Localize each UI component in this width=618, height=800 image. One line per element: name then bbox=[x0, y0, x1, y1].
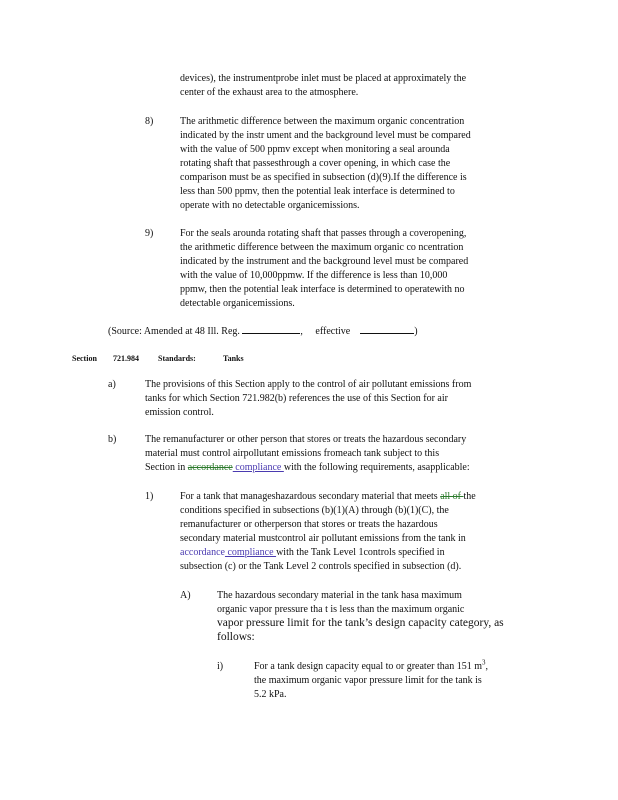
source-note bbox=[108, 323, 418, 339]
source-comma: , bbox=[300, 326, 303, 337]
text-line: secondary material mustcontrol air pollutant emissions from the tank in bbox=[180, 533, 466, 544]
text-line: The arithmetic difference between the maximum organic concentration bbox=[180, 116, 465, 127]
blank-line bbox=[242, 323, 300, 334]
text-line: indicated by the instrument and the background level must be compared bbox=[180, 256, 469, 267]
text-line bbox=[180, 546, 445, 560]
text-line: rotating shaft that passesthrough a cover opening, in which case the bbox=[180, 158, 451, 169]
text-run: with the following requirements, asapplicable: bbox=[283, 462, 470, 473]
text-line: remanufacturer or otherperson that stores or treats the hazardous bbox=[180, 519, 438, 530]
superscript: 3 bbox=[481, 658, 486, 667]
text-run: , bbox=[485, 661, 488, 672]
source-suffix: ) bbox=[414, 326, 418, 337]
text-line: ppmw, then the potential leak interface is determined to operatewith no bbox=[180, 284, 465, 295]
text-line bbox=[145, 461, 470, 475]
text-line: comparison must be as specified in subsection (d)(9).If the difference is bbox=[180, 172, 467, 183]
text-line: conditions specified in subsections (b)(1)(A) through (b)(1)(C), the bbox=[180, 505, 449, 516]
item-8-label: 8) bbox=[145, 116, 154, 127]
text-line: The hazardous secondary material in the tank hasa maximum bbox=[217, 590, 462, 601]
deleted-text: all of bbox=[440, 491, 464, 502]
text-line: devices), the instrumentprobe inlet must be placed at approximately the bbox=[180, 73, 467, 84]
text-line: organic vapor pressure tha t is less than the maximum organic bbox=[217, 604, 465, 615]
inserted-text: accordance bbox=[180, 547, 225, 558]
deleted-text: accordance bbox=[187, 462, 233, 473]
text-run: For a tank design capacity equal to or greater than 151 m bbox=[254, 661, 482, 672]
inserted-text: compliance bbox=[232, 462, 284, 473]
subsection-a-label: a) bbox=[108, 379, 116, 390]
section-word: Section bbox=[72, 354, 97, 363]
text-line: detectable organicemissions. bbox=[180, 298, 295, 309]
text-line: tanks for which Section 721.982(b) references the use of this Section for air bbox=[145, 393, 448, 404]
text-line: emission control. bbox=[145, 407, 214, 418]
text-line bbox=[180, 490, 476, 504]
text-line: The provisions of this Section apply to the control of air pollutant emissions from bbox=[145, 379, 472, 390]
section-standards: Standards: bbox=[158, 354, 196, 363]
text-line: with the value of 500 ppmv except when monitoring a seal arounda bbox=[180, 144, 450, 155]
item-9-label: 9) bbox=[145, 228, 154, 239]
inserted-text: compliance bbox=[224, 547, 277, 558]
text-line: the arithmetic difference between the maximum organic co ncentration bbox=[180, 242, 464, 253]
text-line: with the value of 10,000ppmw. If the difference is less than 10,000 bbox=[180, 270, 448, 281]
text-line: operate with no detectable organicemissions. bbox=[180, 200, 360, 211]
text-line: material must control airpollutant emissions fromeach tank subject to this bbox=[145, 448, 440, 459]
item-1-label: 1) bbox=[145, 491, 154, 502]
text-run: For a tank that manageshazardous secondary material that meets bbox=[180, 491, 441, 502]
item-A-label: A) bbox=[180, 590, 191, 601]
section-number: 721.984 bbox=[113, 354, 139, 363]
text-run: with the Tank Level 1controls specified in bbox=[276, 547, 445, 558]
section-title: Tanks bbox=[223, 354, 244, 363]
text-line: indicated by the instr ument and the background level must be compared bbox=[180, 130, 471, 141]
text-line: follows: bbox=[217, 631, 255, 643]
text-line: less than 500 ppmv, then the potential leak interface is determined to bbox=[180, 186, 455, 197]
source-prefix: (Source: Amended at 48 Ill. Reg. bbox=[108, 326, 240, 337]
text-line: 5.2 kPa. bbox=[254, 689, 287, 700]
text-line: the maximum organic vapor pressure limit for the tank is bbox=[254, 675, 482, 686]
text-line: The remanufacturer or other person that stores or treats the hazardous secondary bbox=[145, 434, 467, 445]
text-line: vapor pressure limit for the tank’s design capacity category, as bbox=[217, 617, 504, 629]
source-effective: effective bbox=[315, 326, 351, 337]
subsection-b-label: b) bbox=[108, 434, 117, 445]
text-line bbox=[254, 660, 488, 674]
text-run: Section in bbox=[145, 462, 188, 473]
text-line: center of the exhaust area to the atmosphere. bbox=[180, 87, 359, 98]
text-run: the bbox=[463, 491, 476, 502]
text-line: For the seals arounda rotating shaft that passes through a coveropening, bbox=[180, 228, 467, 239]
text-line: subsection (c) or the Tank Level 2 controls specified in subsection (d). bbox=[180, 561, 462, 572]
blank-line bbox=[360, 323, 414, 334]
item-i-label: i) bbox=[217, 661, 224, 672]
